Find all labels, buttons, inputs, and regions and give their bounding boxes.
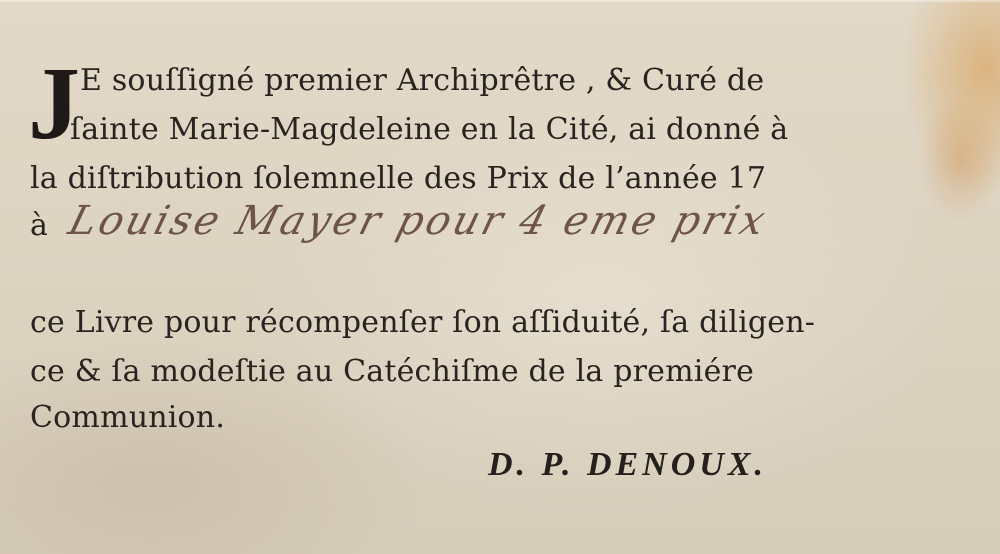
- handwritten-recipient: Louise Mayer pour 4 eme prix: [63, 198, 773, 244]
- text-line-1: E souſſigné premier Archiprêtre , & Curé de: [80, 63, 765, 98]
- text-line-5: ce Livre pour récompenſer ſon aſſiduité, ſa diligen-: [30, 305, 816, 340]
- text-line-3: la diſtribution ſolemnelle des Prix de l’année 17: [30, 161, 767, 196]
- text-line-6: ce & ſa modeſtie au Catéchiſme de la premiére: [30, 354, 755, 389]
- signature: D. P. DENOUX.: [488, 446, 768, 483]
- text-line-4: à: [30, 208, 49, 243]
- text-line-2: ſainte Marie-Magdeleine en la Cité, ai donné à: [70, 112, 789, 147]
- text-line-7: Communion.: [30, 400, 226, 435]
- drop-cap: J: [28, 46, 80, 161]
- paper-edge: [0, 0, 1000, 2]
